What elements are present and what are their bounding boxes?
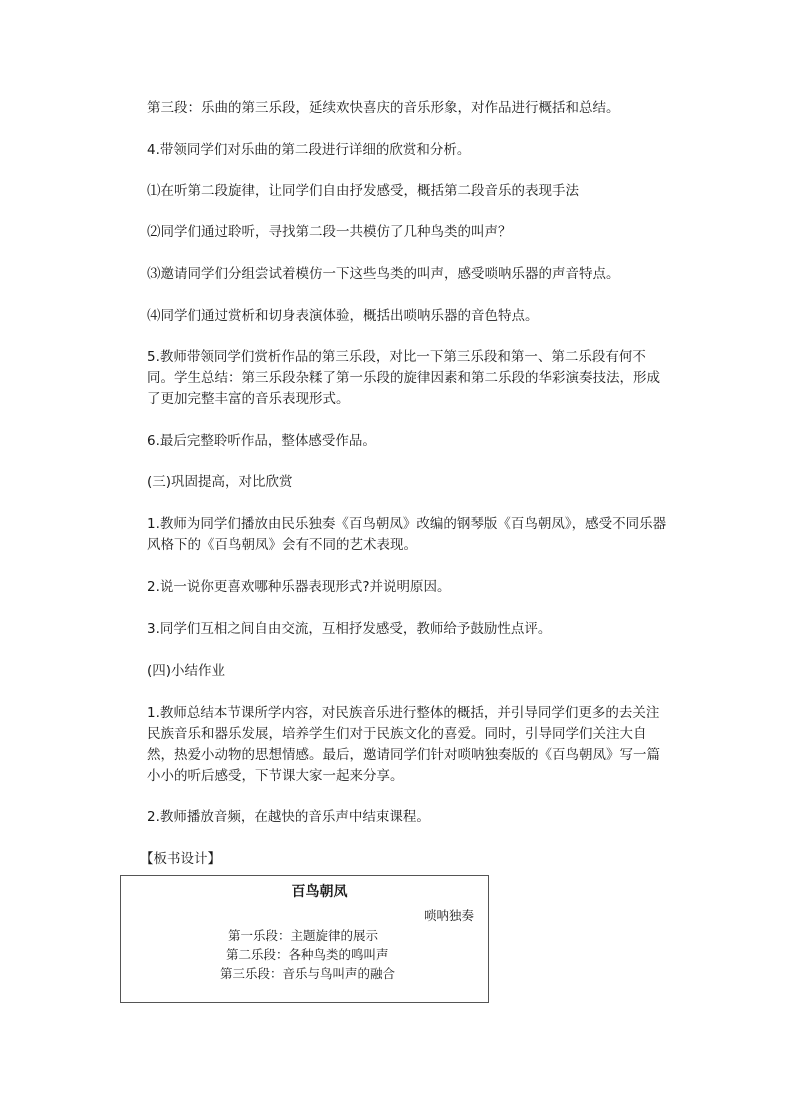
paragraph-summary-1: 1.教师总结本节课所学内容，对民族音乐进行整体的概括，并引导同学们更多的去关注民族音乐和器乐发展，培养学生们对于民族文化的喜爱。同时，引导同学们关注大自然，热爱小动物的思想情感。最后，邀请同学们针对唢呐独奏版的《百鸟朝凤》写一篇小小的听后感受，下节课大家一起来分享。 [147, 705, 660, 784]
paragraph-summary-2: 2.教师播放音频，在越快的音乐声中结束课程。 [147, 809, 430, 825]
paragraph-step-4: 4.带领同学们对乐曲的第二段进行详细的欣赏和分析。 [147, 142, 471, 158]
paragraph-step-4-4: ⑷同学们通过赏析和切身表演体验，概括出唢呐乐器的音色特点。 [147, 308, 539, 324]
board-title: 百鸟朝凤 [291, 884, 348, 900]
board-line-2: 第二乐段：各种鸟类的鸣叫声 [226, 947, 389, 962]
paragraph-step-4-1: ⑴在听第二段旋律，让同学们自由抒发感受，概括第二段音乐的表现手法 [147, 183, 579, 199]
heading-summary: (四)小结作业 [147, 663, 226, 679]
paragraph-compare-2: 2.说一说你更喜欢哪种乐器表现形式?并说明原因。 [147, 579, 451, 595]
heading-consolidate: (三)巩固提高，对比欣赏 [147, 474, 293, 490]
paragraph-step-4-2: ⑵同学们通过聆听，寻找第二段一共模仿了几种鸟类的叫声？ [147, 224, 512, 240]
paragraph-compare-3: 3.同学们互相之间自由交流，互相抒发感受，教师给予鼓励性点评。 [147, 621, 552, 637]
board-subtitle: 唢呐独奏 [423, 908, 474, 923]
paragraph-section-three: 第三段：乐曲的第三乐段，延续欢快喜庆的音乐形象，对作品进行概括和总结。 [147, 100, 620, 116]
paragraph-step-4-3: ⑶邀请同学们分组尝试着模仿一下这些鸟类的叫声，感受唢呐乐器的声音特点。 [147, 266, 620, 282]
paragraph-compare-1: 1.教师为同学们播放由民乐独奏《百鸟朝凤》改编的钢琴版《百鸟朝凤》，感受不同乐器风格下的《百鸟朝凤》会有不同的艺术表现。 [147, 516, 667, 553]
paragraph-step-6: 6.最后完整聆听作品，整体感受作品。 [147, 433, 376, 449]
board-line-1: 第一乐段：主题旋律的展示 [228, 928, 379, 943]
paragraph-step-5: 5.教师带领同学们赏析作品的第三乐段，对比一下第三乐段和第一、第二乐段有何不同。学生总结：第三乐段杂糅了第一乐段的旋律因素和第二乐段的华彩演奏技法，形成了更加完整丰富的音乐表现形式。 [147, 349, 660, 407]
board-design-heading: 【板书设计】 [140, 851, 221, 867]
board-line-3: 第三乐段：音乐与鸟叫声的融合 [220, 966, 396, 981]
blackboard-design-box [120, 875, 489, 1003]
